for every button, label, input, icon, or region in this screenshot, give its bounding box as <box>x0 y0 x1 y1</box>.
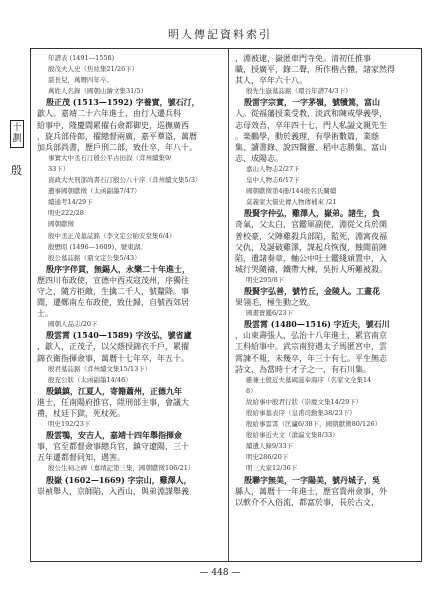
left-column <box>31 49 229 561</box>
biography-text-line: 進士，任南陽府推官，陞刑部主事，會議大 <box>37 397 189 407</box>
biography-text-line: 父仇，及誕破雞澤，謀起兵恢復，蝕聞前陣 <box>235 242 387 252</box>
source-citation-line: 殷茂夫人史（焦竑集21/26下） <box>48 65 139 74</box>
biography-text-line: 禮，杖廷下獄，死杖死。 <box>37 409 125 418</box>
biography-entry-line: 殷雷字宗實，一字茅嶺，號犢篤，富山 <box>244 97 380 108</box>
source-citation-line: 明史192/23下 <box>48 420 91 429</box>
biography-text-line: 普校豪，父陣雞殺兵部陷，監死，淵寓夜福 <box>235 231 387 241</box>
biography-text-line: 守之，隨方拒敵，生擒二千人，號釐降。事 <box>37 286 189 296</box>
source-citation-line: 殷充公狀（太函副墨14/46） <box>48 375 132 384</box>
biography-text-line: ，淵被逮，嶽匿車門寺免。清初任推事 <box>235 54 371 63</box>
biography-text-line: 士。 <box>37 309 53 319</box>
source-citation-line: 故給事中殷君行狀（崇慶文集14/29下） <box>246 397 363 406</box>
source-citation-line: 國朝獻徵 <box>48 220 74 229</box>
biography-text-line: 職，授廣平，錄二聲，所作楷古體，諸家然得 <box>235 65 395 75</box>
book-title: 明人傳記資料索引 <box>168 28 272 41</box>
biography-text-line: 果翎毛，極生動之致。 <box>235 298 315 308</box>
source-citation-line: 資政大夫刑部尚書石汀殷公八十序（弇州續文集5/3） <box>48 176 202 185</box>
source-citation-line: 國朝獻徵第4冊/144殷名氏關續 <box>246 187 337 196</box>
biography-text-line: 以軟介不入俗流，都富於事，長於古文， <box>235 497 379 507</box>
stroke-count-tab: 十劃 <box>10 120 24 148</box>
biography-text-line: 志母效吾，卒年四十七，門人私謚文親先生 <box>235 120 387 130</box>
source-citation-line: 續遺人錄9/33下 <box>246 442 294 451</box>
biography-text-line: 霄諫不報，未幾卒，年三十有七。平生無志 <box>235 353 387 363</box>
source-citation-line: 明史222/28 <box>48 209 84 218</box>
biography-entry-line: 殷正茂 (1513—1592) 字養實，號石汀， <box>46 97 200 108</box>
biography-text-line: 城行哭隨禱，鐵帶大棟，吳折人所難被殺。 <box>235 264 387 274</box>
biography-text-line: 錦衣衛指揮僉事，萬曆十七年卒，年五十。 <box>37 353 189 363</box>
source-citation-line: 殷懋昭 (1496—1609)，號東湖。 <box>48 242 147 251</box>
biography-text-line: 其人，卒年六十八。 <box>235 76 307 86</box>
biography-entry-line: 殷聯字無美，一字陽美，號丹城子，吳 <box>244 474 380 485</box>
source-citation-line: 殷給事雲霄（匡廬6/38下，國朝獻徵80/126） <box>246 420 381 429</box>
biography-text-line: 陷，遺諸奏章，軸公中吐士鑑綫頑置中，入 <box>235 253 387 263</box>
source-citation-line: 殷中丞正茂墓誌銘（李文定公貽安堂集6/4） <box>48 231 176 240</box>
biography-entry-line: 殷序字伴貫，無錫人，永樂二十年進士， <box>46 263 190 274</box>
biography-entry-line: 殷賢字弘善，號竹丘，金陵人。工畫花 <box>244 285 380 296</box>
source-citation-line: 湛長兒，萬曆四年卒。 <box>48 76 113 85</box>
source-citation-line: 萬姓人名錄（國朝山繪文集31/5） <box>48 87 148 96</box>
source-citation-line: 嘉山人物志2/27下 <box>246 164 300 173</box>
biography-text-line: 縣人，萬曆十一年進士，歷官貴州僉事，外 <box>235 486 387 496</box>
source-citation-line: 皇中人物志6/17下 <box>246 176 300 185</box>
biography-entry-line: 殷雲鶚，安吉人，嘉靖十四年舉指揮僉 <box>46 430 182 441</box>
source-citation-line: 事實大中丞石汀殷公平古田叙（弇州續集9/ <box>48 153 172 162</box>
biography-text-line: 歷四川布政使，宣德中西戎寇茂州，序獨往 <box>37 275 189 285</box>
biography-text-line: 。楽鵬學，動於義理，有學術數篇，業蔭 <box>235 131 379 141</box>
source-citation-line: 遺事國朝獻徵（太函副墨7/47） <box>48 187 141 196</box>
surname-index-char: 殷 <box>11 164 22 177</box>
biography-text-line: 給事中，隆慶間累擢右僉都御史，巡撫廣西 <box>37 120 189 130</box>
biography-text-line: 工科給事中。武宗南狩遇太子馬匿宮中，雲 <box>235 342 387 352</box>
biography-text-line: 五年遷都督同知，遇害。 <box>37 453 125 463</box>
biography-text-line: 事，官至都督僉事總兵官，鎮守遼陽，三十 <box>37 442 189 452</box>
source-citation-line: 雖兼士殷近夫墓碣滋奉海序（名家文全集14 <box>246 375 372 384</box>
source-citation-line: 8） <box>246 386 257 395</box>
biography-text-line: ，歙人，正茂子，以父蔭授錦衣千戶，累擢 <box>37 342 189 352</box>
index-page-frame <box>30 48 422 562</box>
source-citation-line: 33下） <box>48 164 70 173</box>
source-citation-line: 殷公墓誌銘（鼎文定公集5/43） <box>48 253 141 262</box>
biography-text-line: 詩文，為當時十才子之一，有石川集。 <box>235 364 371 374</box>
source-citation-line: 國朝人品志/20下 <box>48 320 98 329</box>
source-citation-line: 年譜表 (1491—1558) <box>48 54 115 62</box>
biography-text-line: 人。從福藩授業受教，淡武和陳戒學義學， <box>235 109 387 119</box>
biography-entry-line: 殷嶽 (1602—1669) 字宗山，雞澤人， <box>46 474 192 485</box>
biography-text-line: ，旋兵部侍郎，擢總督兩廣，嘉平羣盜，萬曆 <box>37 131 197 141</box>
source-citation-line: 國畫寶鑑6/23下 <box>246 309 294 318</box>
right-column <box>229 49 421 561</box>
page-number: — 448 — <box>199 568 241 578</box>
source-citation-line: 明三大家12/36下 <box>246 464 298 473</box>
source-citation-line: 殷先生嶽墓誌銘（環谷年譜74/3下） <box>246 87 352 96</box>
biography-entry-line: 殷賢字仲弘，雞澤人，嶽弟。諸生，負 <box>244 208 380 219</box>
source-citation-line: 殷公生祠之碑（嘉靖記第三集，國朝獻徵106/21） <box>48 464 195 473</box>
source-citation-line: 殷給事近夫文（滄瀛文集8/33） <box>246 431 339 440</box>
biography-text-line: 聞，遷鄭南左布政使，致仕歸，自號西郊居 <box>37 298 189 308</box>
biography-text-line: 志、成陽志。 <box>235 153 283 163</box>
biography-text-line: 崇禎舉人，京師陷，入西山，與弟淵謀舉義 <box>37 486 189 496</box>
source-citation-line: 明史295/8下 <box>246 275 285 284</box>
biography-entry-line: 殷雲霄 (1480—1516) 字近夫，號石川 <box>244 319 390 330</box>
source-citation-line: 明史286/20下 <box>246 453 289 462</box>
biography-entry-line: 殷雲霄 (1540—1589) 字汝弘，號省廬 <box>46 330 192 341</box>
biography-entry-line: 殷鎮鎮，江夏人，寄籍蕭州，正德九年 <box>46 385 182 396</box>
source-citation-line: 殷君墓誌銘（弇州續文集15/13下） <box>48 364 152 373</box>
biography-text-line: 奇氣，父太白，官鑑軍副使，淵從父兵於開 <box>235 220 387 230</box>
biography-text-line: 加兵部尚書，歷戶刑二部，致仕卒，年八十。 <box>37 142 197 152</box>
biography-text-line: 集、讀書錄、說四醫靈、稻中志勝集、富山 <box>235 142 387 152</box>
biography-text-line: 歙人。嘉靖二十六年進士，由行人遷兵科 <box>37 109 181 119</box>
source-citation-line: 莫義家大儒史傳人物傳補來 /21 <box>246 198 337 207</box>
source-citation-line: 續通考14/29下 <box>48 198 93 207</box>
biography-text-line: ，山東壽張人，弘治十八年進士，累官南京 <box>235 331 387 341</box>
source-citation-line: 殷給事墓表序（皇甫司勳集38/23下） <box>246 409 356 417</box>
